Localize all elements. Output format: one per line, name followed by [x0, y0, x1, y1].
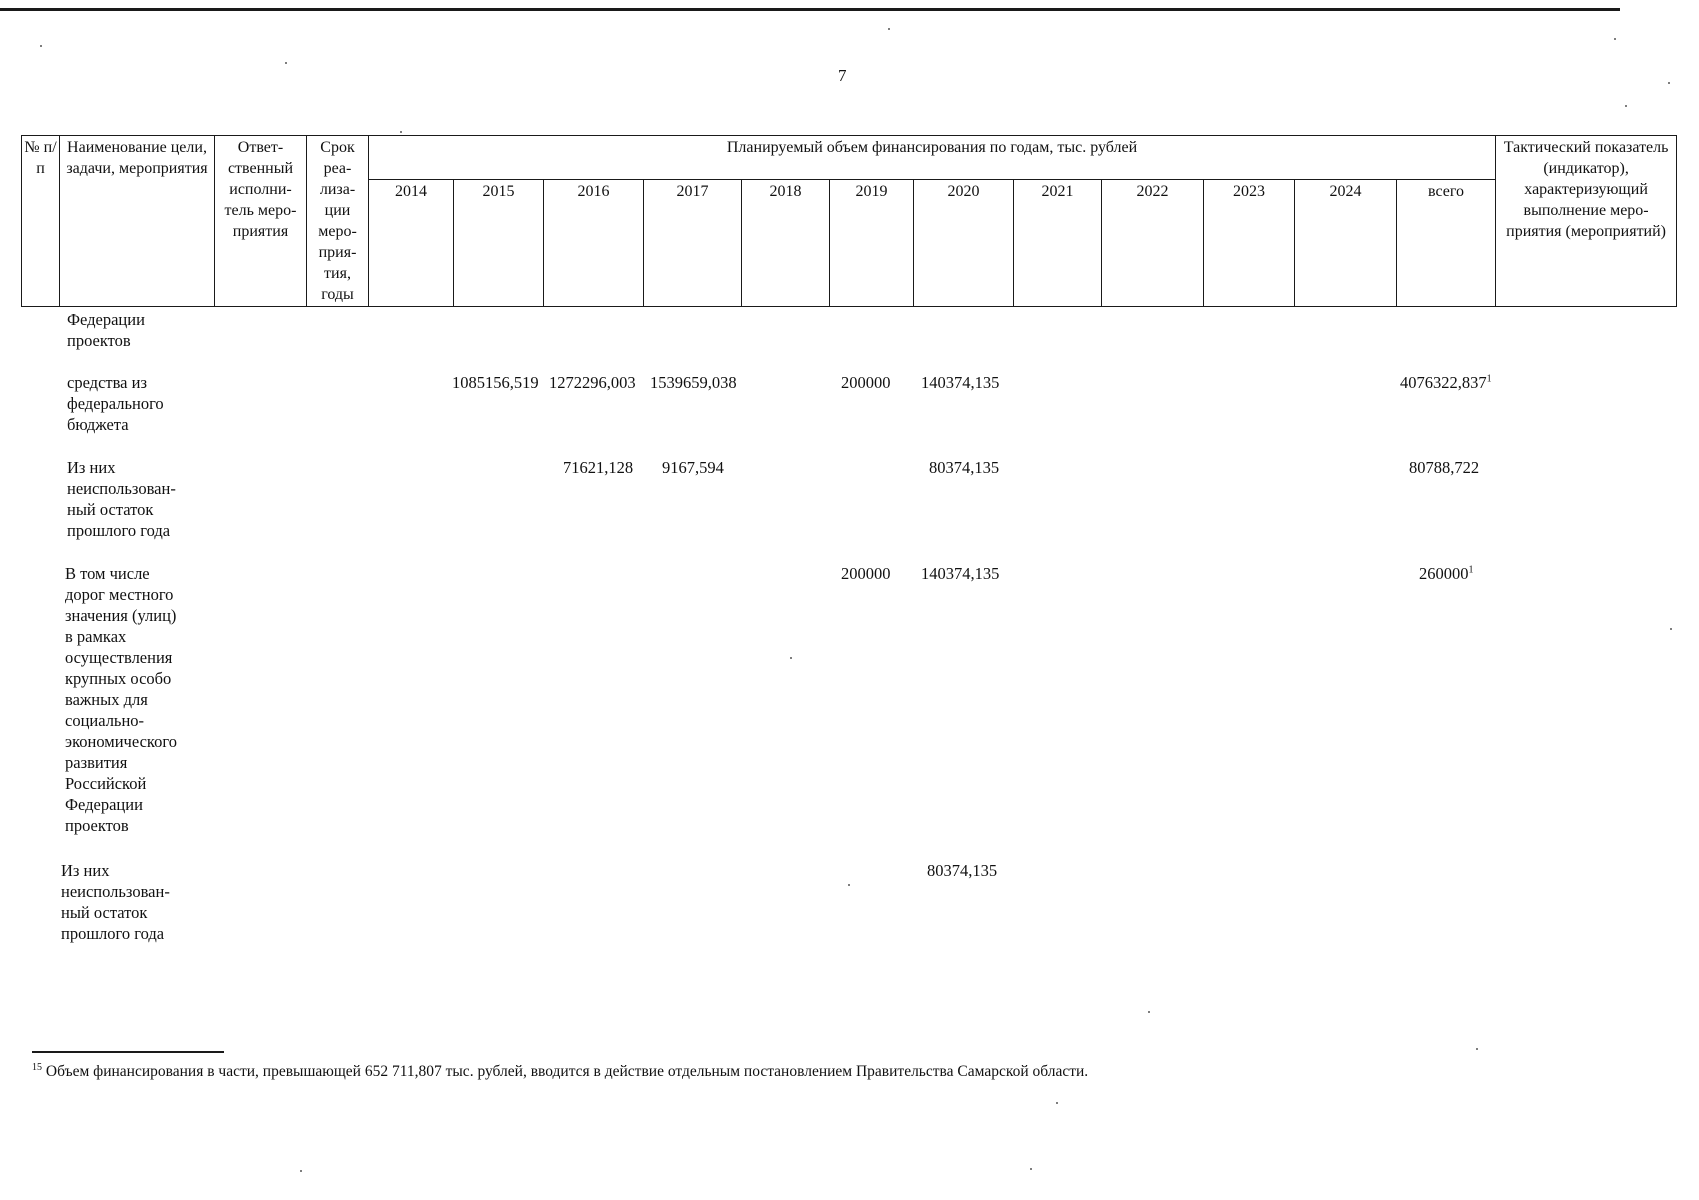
- table-header: [21, 135, 1676, 307]
- footnote-mark: 1: [1486, 373, 1492, 385]
- header-year: 2018: [742, 180, 830, 307]
- header-total: всего: [1397, 180, 1496, 307]
- row-label-line: прошлого года: [61, 924, 165, 943]
- scan-speck: [400, 131, 402, 133]
- header-year: 2017: [644, 180, 742, 307]
- row-label-line: проектов: [67, 331, 131, 350]
- value-total: 80788,722: [1409, 458, 1480, 477]
- value-2020: 80374,135: [927, 861, 998, 880]
- row-label: [67, 372, 207, 435]
- row-label-line: прошлого года: [67, 521, 171, 540]
- scan-speck: [1030, 1168, 1032, 1170]
- scan-speck: [848, 884, 850, 886]
- value-total: [1419, 563, 1474, 584]
- value-total-number: 4076322,837: [1400, 373, 1487, 392]
- value-2016: 71621,128: [563, 458, 634, 477]
- value-2017: 1539659,038: [650, 373, 737, 392]
- footnote-mark: 1: [1468, 564, 1474, 576]
- header-name: Наименование цели, задачи, мероприятия: [60, 136, 215, 307]
- header-year: 2014: [369, 180, 454, 307]
- header-year: 2023: [1204, 180, 1295, 307]
- scan-speck: [1614, 38, 1616, 40]
- row-label-line: проектов: [65, 816, 129, 835]
- row-label: [65, 563, 205, 836]
- row-label-line: В том числе: [65, 564, 150, 583]
- value-2020: 140374,135: [921, 564, 1000, 583]
- row-label-line: бюджета: [67, 415, 129, 434]
- row-label-line: экономического: [65, 732, 177, 751]
- row-label-line: важных для: [65, 690, 148, 709]
- header-year: 2019: [830, 180, 914, 307]
- header-responsible: Ответ-ственный исполни-тель меро-приятия: [215, 136, 307, 307]
- value-2017: 9167,594: [662, 458, 724, 477]
- header-year: 2020: [914, 180, 1014, 307]
- row-label-line: федерального: [67, 394, 164, 413]
- header-indicator: Тактический показатель (индикатор), характеризующий выполнение меро-приятия (мероприятий): [1496, 136, 1677, 307]
- value-2020: 140374,135: [921, 373, 1000, 392]
- row-label-line: значения (улиц): [65, 606, 177, 625]
- footnote: [32, 1063, 1088, 1081]
- scan-speck: [1668, 82, 1670, 84]
- value-2019: 200000: [841, 564, 891, 583]
- row-label-line: Российской: [65, 774, 147, 793]
- header-year: 2021: [1014, 180, 1102, 307]
- row-label-line: осуществления: [65, 648, 173, 667]
- value-total-number: 260000: [1419, 564, 1469, 583]
- row-label-line: Из них: [67, 458, 116, 477]
- scan-speck: [888, 28, 890, 30]
- value-2019: 200000: [841, 373, 891, 392]
- scan-speck: [1670, 628, 1672, 630]
- row-label-line: средства из: [67, 373, 147, 392]
- row-label: [67, 309, 207, 351]
- header-grid: [21, 135, 1677, 307]
- page-number: 7: [838, 66, 847, 85]
- row-label-line: ный остаток: [67, 500, 154, 519]
- footnote-text: Объем финансирования в части, превышающей 652 711,807 тыс. рублей, вводится в действие отдельным постановлением Правительства Самарской области.: [45, 1063, 1089, 1080]
- row-label: [61, 860, 201, 944]
- row-label-line: Федерации: [67, 310, 145, 329]
- value-2016: 1272296,003: [549, 373, 636, 392]
- footnote-separator: [32, 1051, 224, 1053]
- value-2015: 1085156,519: [452, 373, 539, 392]
- row-label-line: в рамках: [65, 627, 127, 646]
- footnote-number: 15: [32, 1061, 42, 1073]
- row-label-line: ный остаток: [61, 903, 148, 922]
- row-label-line: Федерации: [65, 795, 143, 814]
- value-total: [1400, 372, 1492, 393]
- scan-speck: [300, 1170, 302, 1172]
- row-label-line: дорог местного: [65, 585, 174, 604]
- value-2020: 80374,135: [929, 458, 1000, 477]
- scan-speck: [1148, 1011, 1150, 1013]
- header-number: № п/п: [22, 136, 60, 307]
- row-label-line: неиспользован-: [61, 882, 170, 901]
- row-label: [67, 457, 207, 541]
- scan-speck: [790, 657, 792, 659]
- header-year: 2022: [1102, 180, 1204, 307]
- top-border-line: [0, 8, 1620, 11]
- row-label-line: социально-: [65, 711, 145, 730]
- row-label-line: крупных особо: [65, 669, 172, 688]
- row-label-line: неиспользован-: [67, 479, 176, 498]
- scan-speck: [1625, 105, 1627, 107]
- scan-speck: [40, 45, 42, 47]
- scan-speck: [1476, 1048, 1478, 1050]
- row-label-line: Из них: [61, 861, 110, 880]
- header-year: 2016: [544, 180, 644, 307]
- header-term: Срок реа-лиза-ции меро-прия-тия, годы: [307, 136, 369, 307]
- row-label-line: развития: [65, 753, 128, 772]
- scan-speck: [1056, 1102, 1058, 1104]
- header-funding: Планируемый объем финансирования по годам, тыс. рублей: [369, 136, 1496, 180]
- header-year: 2015: [454, 180, 544, 307]
- header-year: 2024: [1295, 180, 1397, 307]
- scan-speck: [285, 62, 287, 64]
